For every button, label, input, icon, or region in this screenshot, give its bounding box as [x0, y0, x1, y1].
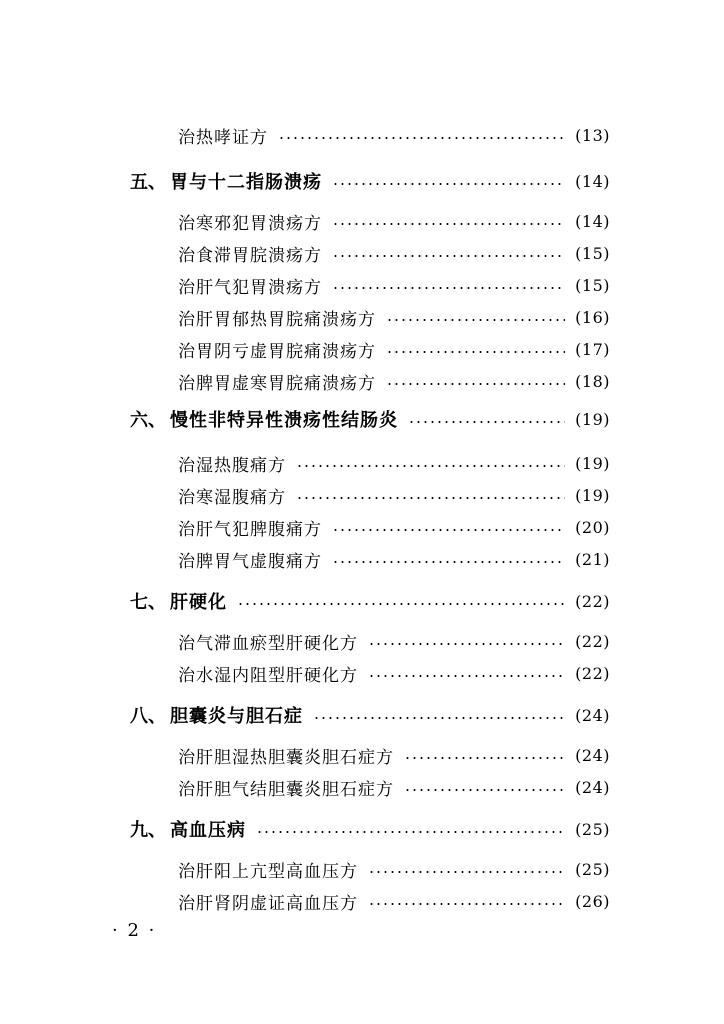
toc-page-number: (16) — [575, 307, 610, 327]
dot-leader — [368, 871, 565, 873]
dot-leader — [278, 137, 565, 139]
toc-page-number: (22) — [575, 631, 610, 651]
toc-page-number: (24) — [575, 777, 610, 797]
toc-entry-title: 治肝气犯脾腹痛方 — [178, 519, 322, 540]
toc-page-number: (24) — [575, 745, 610, 765]
toc-entry-title: 治湿热腹痛方 — [178, 455, 286, 476]
toc-page-number: (13) — [575, 125, 610, 145]
dot-leader — [332, 529, 565, 531]
toc-page-number: (14) — [575, 171, 610, 191]
toc-page-number: (19) — [575, 453, 610, 473]
toc-page-number: (21) — [575, 549, 610, 569]
dot-leader — [332, 183, 565, 185]
dot-leader — [386, 351, 565, 353]
toc-item-row — [178, 854, 610, 884]
toc-entry-title: 治水湿内阻型肝硬化方 — [178, 665, 358, 686]
dot-leader — [404, 757, 565, 759]
toc-entry-title: 治肝胆湿热胆囊炎胆石症方 — [178, 747, 394, 768]
toc-page-number: (15) — [575, 243, 610, 263]
toc-entry-title: 治气滞血瘀型肝硬化方 — [178, 633, 358, 654]
dot-leader — [368, 903, 565, 905]
toc-page-number: (14) — [575, 211, 610, 231]
toc-entry-title: 治肝胃郁热胃脘痛溃疡方 — [178, 309, 376, 330]
toc-entry-title: 治寒湿腹痛方 — [178, 487, 286, 508]
dot-leader — [313, 717, 565, 719]
toc-item-row — [178, 772, 610, 802]
toc-page-number: (26) — [575, 891, 610, 911]
dot-leader — [408, 421, 565, 423]
toc-entry-title: 治热哮证方 — [178, 127, 268, 148]
toc-item-row — [178, 302, 610, 332]
dot-leader — [386, 383, 565, 385]
toc-item-row — [178, 206, 610, 236]
dot-leader — [404, 789, 565, 791]
toc-entry-title: 治食滞胃脘溃疡方 — [178, 245, 322, 266]
toc-section-row — [130, 404, 610, 434]
toc-page-number: (22) — [575, 663, 610, 683]
dot-leader — [368, 675, 565, 677]
dot-leader — [332, 223, 565, 225]
toc-section-row — [130, 586, 610, 616]
toc-section-row — [130, 166, 610, 196]
dot-leader — [296, 497, 565, 499]
toc-section-number: 九、 — [130, 820, 166, 841]
toc-item-row — [178, 120, 610, 150]
toc-section-number: 七、 — [130, 592, 166, 613]
toc-entry-title: 胃与十二指肠溃疡 — [170, 172, 322, 193]
toc-entry-title: 治脾胃虚寒胃脘痛溃疡方 — [178, 373, 376, 394]
dot-leader — [332, 255, 565, 257]
toc-page-number: (19) — [575, 409, 610, 429]
toc-page-number: (20) — [575, 517, 610, 537]
toc-page-number: (22) — [575, 591, 610, 611]
toc-item-row — [178, 626, 610, 656]
toc-item-row — [178, 480, 610, 510]
toc-entry-title: 治脾胃气虚腹痛方 — [178, 551, 322, 572]
dot-leader — [256, 831, 565, 833]
toc-page-number: (15) — [575, 275, 610, 295]
dot-leader — [368, 643, 565, 645]
toc-entry-title: 治肝肾阴虚证高血压方 — [178, 893, 358, 914]
toc-section-number: 六、 — [130, 410, 166, 431]
toc-page-number: (17) — [575, 339, 610, 359]
dot-leader — [296, 465, 565, 467]
dot-leader — [237, 603, 565, 605]
toc-entry-title: 胆囊炎与胆石症 — [170, 706, 303, 727]
toc-entry-title: 治寒邪犯胃溃疡方 — [178, 213, 322, 234]
toc-entry-title: 高血压病 — [170, 820, 246, 841]
toc-entry-title: 慢性非特异性溃疡性结肠炎 — [170, 410, 398, 431]
toc-section-row — [130, 814, 610, 844]
toc-section-number: 五、 — [130, 172, 166, 193]
toc-page-number: (19) — [575, 485, 610, 505]
toc-entry-title: 治肝气犯胃溃疡方 — [178, 277, 322, 298]
toc-item-row — [178, 740, 610, 770]
dot-leader — [332, 287, 565, 289]
toc-page-number: (24) — [575, 705, 610, 725]
toc-page-number: (25) — [575, 859, 610, 879]
toc-entry-title: 治肝阳上亢型高血压方 — [178, 861, 358, 882]
toc-item-row — [178, 270, 610, 300]
toc-entry-title: 治胃阴亏虚胃脘痛溃疡方 — [178, 341, 376, 362]
toc-entry-title: 治肝胆气结胆囊炎胆石症方 — [178, 779, 394, 800]
toc-page-number: (25) — [575, 819, 610, 839]
toc-item-row — [178, 238, 610, 268]
toc-item-row — [178, 448, 610, 478]
toc-item-row — [178, 886, 610, 916]
toc-item-row — [178, 334, 610, 364]
toc-section-number: 八、 — [130, 706, 166, 727]
toc-item-row — [178, 658, 610, 688]
toc-page-number: (18) — [575, 371, 610, 391]
toc-item-row — [178, 544, 610, 574]
dot-leader — [386, 319, 565, 321]
page-number: · 2 · — [112, 920, 157, 941]
toc-entry-title: 肝硬化 — [170, 592, 227, 613]
toc-item-row — [178, 366, 610, 396]
dot-leader — [332, 561, 565, 563]
toc-section-row — [130, 700, 610, 730]
toc-item-row — [178, 512, 610, 542]
